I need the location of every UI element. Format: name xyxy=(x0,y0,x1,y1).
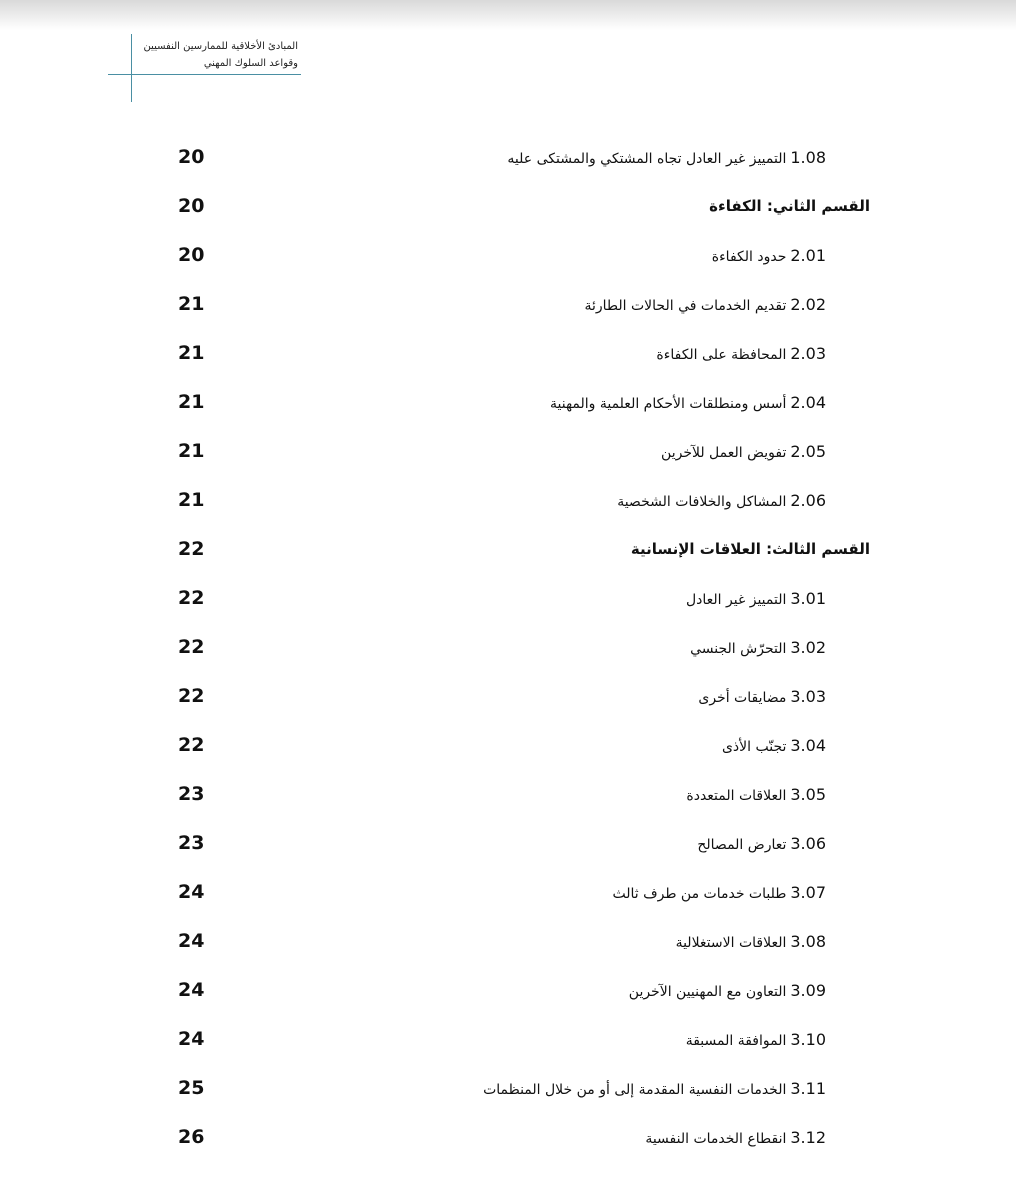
toc-entry-label xyxy=(698,672,826,723)
toc-entry-title: تقديم الخدمات في الحالات الطارئة xyxy=(584,298,787,314)
toc-entry-label xyxy=(709,182,870,231)
toc-entry[interactable] xyxy=(0,672,1016,721)
toc-entry-title: انقطاع الخدمات النفسية xyxy=(645,1131,787,1147)
toc-entry[interactable] xyxy=(0,868,1016,917)
header-title xyxy=(138,38,298,72)
toc-entry-label xyxy=(631,525,870,574)
toc-page-number: 21 xyxy=(178,391,205,413)
toc-entry[interactable] xyxy=(0,1113,1016,1162)
toc-entry-label xyxy=(690,623,826,674)
toc-entry-number: 2.05 xyxy=(790,442,826,461)
toc-entry[interactable] xyxy=(0,427,1016,476)
toc-entry-number: 3.09 xyxy=(790,981,826,1000)
toc-entry-label xyxy=(697,819,826,870)
toc-entry-title: حدود الكفاءة xyxy=(711,249,787,265)
toc-page-number: 20 xyxy=(178,146,205,168)
toc-entry-label xyxy=(661,427,826,478)
toc-entry-number: 3.11 xyxy=(790,1079,826,1098)
toc-entry-number: 1.08 xyxy=(790,148,826,167)
toc-entry-label xyxy=(507,133,826,184)
toc-entry-title: طلبات خدمات من طرف ثالث xyxy=(612,886,787,902)
toc-entry-label xyxy=(550,378,826,429)
toc-entry[interactable] xyxy=(0,1015,1016,1064)
toc-page-number: 23 xyxy=(178,832,205,854)
toc-entry[interactable] xyxy=(0,574,1016,623)
toc-entry-label xyxy=(645,1113,826,1164)
toc-page-number: 26 xyxy=(178,1126,205,1148)
toc-entry-label xyxy=(612,868,826,919)
toc-page-number: 22 xyxy=(178,636,205,658)
toc-entry-label xyxy=(686,574,826,625)
toc-entry-number: 3.12 xyxy=(790,1128,826,1147)
toc-entry[interactable] xyxy=(0,623,1016,672)
toc-page-number: 24 xyxy=(178,930,205,952)
toc-page-number: 25 xyxy=(178,1077,205,1099)
toc-entry-number: 3.01 xyxy=(790,589,826,608)
toc-section-heading[interactable] xyxy=(0,182,1016,231)
toc-page-number: 21 xyxy=(178,440,205,462)
toc-page-number: 24 xyxy=(178,881,205,903)
toc-entry-title: العلاقات الاستغلالية xyxy=(675,935,787,951)
toc-entry[interactable] xyxy=(0,280,1016,329)
toc-entry-label xyxy=(676,917,826,968)
toc-entry-title: تجنّب الأذى xyxy=(721,739,787,755)
toc-entry-number: 3.08 xyxy=(790,932,826,951)
toc-entry-title: تعارض المصالح xyxy=(697,837,787,853)
toc-entry-title: القسم الثالث: العلاقات الإنسانية xyxy=(630,540,870,558)
toc-entry-title: التحرّش الجنسي xyxy=(690,641,787,657)
toc-entry-label xyxy=(483,1064,826,1115)
toc-entry-number: 3.03 xyxy=(790,687,826,706)
toc-entry-title: المحافظة على الكفاءة xyxy=(656,347,787,363)
toc-entry[interactable] xyxy=(0,721,1016,770)
toc-entry-number: 3.06 xyxy=(790,834,826,853)
toc-entry-title: التمييز غير العادل تجاه المشتكي والمشتكى عليه xyxy=(507,151,787,167)
toc-entry-label xyxy=(712,231,826,282)
toc-page-number: 21 xyxy=(178,342,205,364)
toc-entry[interactable] xyxy=(0,819,1016,868)
toc-entry[interactable] xyxy=(0,770,1016,819)
toc-page-number: 23 xyxy=(178,783,205,805)
toc-entry[interactable] xyxy=(0,917,1016,966)
toc-entry-number: 2.03 xyxy=(790,344,826,363)
toc-page-number: 24 xyxy=(178,1028,205,1050)
header-horizontal-rule xyxy=(108,74,301,75)
toc-entry[interactable] xyxy=(0,476,1016,525)
toc-entry-number: 2.06 xyxy=(790,491,826,510)
header-title-line-2: وقواعد السلوك المهني xyxy=(203,58,298,69)
toc-entry-title: المشاكل والخلافات الشخصية xyxy=(617,494,787,510)
toc-page-number: 21 xyxy=(178,489,205,511)
toc-entry-title: التعاون مع المهنيين الآخرين xyxy=(628,984,787,1000)
table-of-contents xyxy=(0,133,1016,1162)
toc-entry-label xyxy=(686,1015,826,1066)
toc-page-number: 22 xyxy=(178,587,205,609)
toc-entry-label xyxy=(722,721,826,772)
toc-entry-label xyxy=(686,770,826,821)
toc-page-number: 20 xyxy=(178,244,205,266)
toc-entry-number: 3.07 xyxy=(790,883,826,902)
toc-entry-number: 2.04 xyxy=(790,393,826,412)
toc-page-number: 22 xyxy=(178,734,205,756)
header-title-line-1: المبادئ الأخلاقية للممارسين النفسيين xyxy=(143,41,298,52)
toc-entry-title: العلاقات المتعددة xyxy=(686,788,787,804)
toc-entry-title: الخدمات النفسية المقدمة إلى أو من خلال المنظمات xyxy=(483,1082,787,1098)
toc-entry-title: القسم الثاني: الكفاءة xyxy=(709,197,870,215)
toc-page-number: 20 xyxy=(178,195,205,217)
toc-page-number: 21 xyxy=(178,293,205,315)
document-header xyxy=(108,34,301,102)
toc-entry[interactable] xyxy=(0,966,1016,1015)
header-vertical-rule xyxy=(131,34,132,102)
toc-entry[interactable] xyxy=(0,231,1016,280)
toc-entry-title: أسس ومنطلقات الأحكام العلمية والمهنية xyxy=(549,396,787,412)
toc-entry-label xyxy=(629,966,826,1017)
toc-entry-title: مضايقات أخرى xyxy=(698,690,787,706)
toc-entry-number: 3.10 xyxy=(790,1030,826,1049)
toc-entry-number: 2.02 xyxy=(790,295,826,314)
toc-entry-label xyxy=(656,329,826,380)
toc-page-number: 24 xyxy=(178,979,205,1001)
toc-entry[interactable] xyxy=(0,329,1016,378)
toc-entry[interactable] xyxy=(0,133,1016,182)
toc-entry-label xyxy=(584,280,826,331)
toc-entry-number: 3.05 xyxy=(790,785,826,804)
toc-page-number: 22 xyxy=(178,538,205,560)
toc-entry-number: 2.01 xyxy=(790,246,826,265)
toc-entry[interactable] xyxy=(0,378,1016,427)
toc-section-heading[interactable] xyxy=(0,525,1016,574)
toc-entry-title: الموافقة المسبقة xyxy=(685,1033,787,1049)
toc-entry-number: 3.04 xyxy=(790,736,826,755)
toc-entry[interactable] xyxy=(0,1064,1016,1113)
toc-entry-label xyxy=(617,476,826,527)
toc-entry-number: 3.02 xyxy=(790,638,826,657)
toc-entry-title: تفويض العمل للآخرين xyxy=(661,445,787,461)
toc-page-number: 22 xyxy=(178,685,205,707)
toc-entry-title: التمييز غير العادل xyxy=(685,592,787,608)
